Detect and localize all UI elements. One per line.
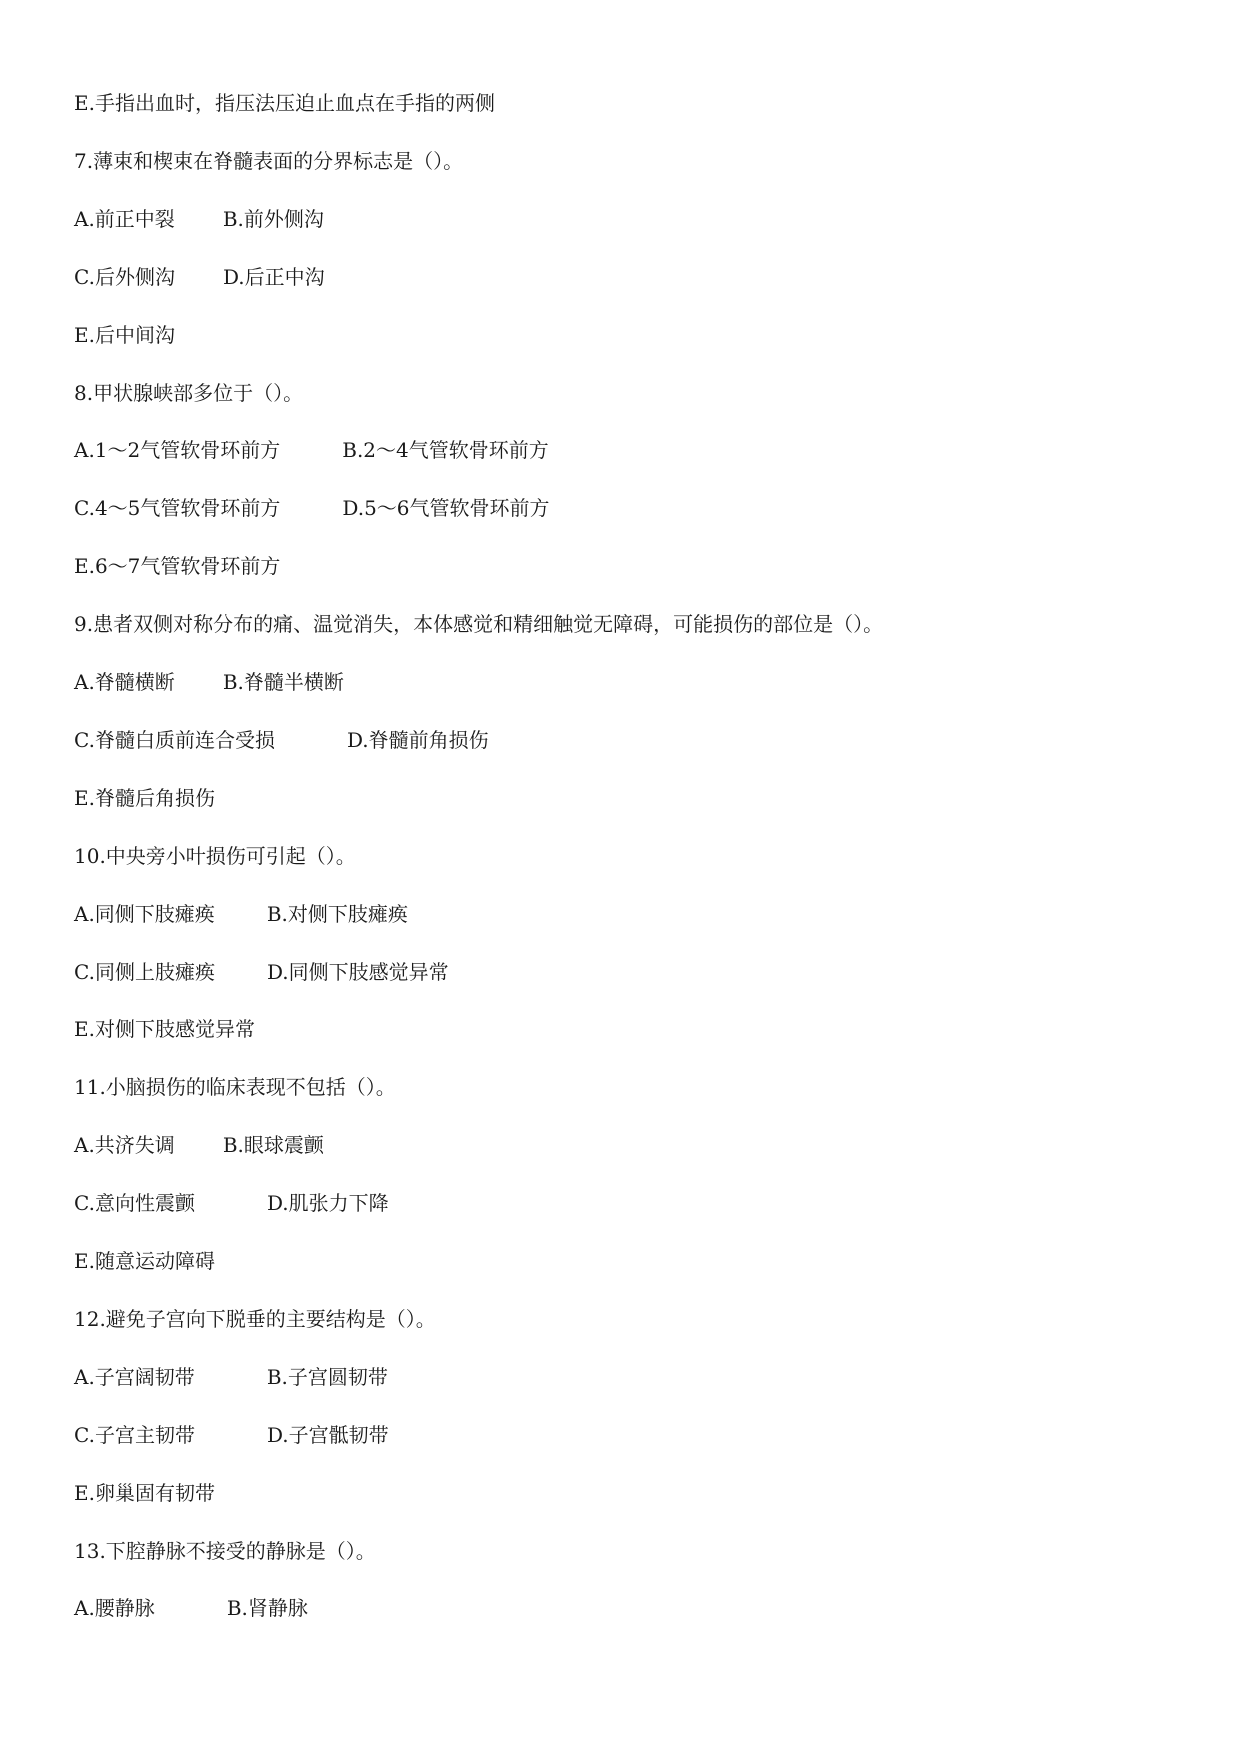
option-row — [74, 901, 408, 927]
text-line: E.卵巢固有韧带 — [74, 1480, 215, 1505]
option-a: A.腰静脉 — [74, 1596, 155, 1621]
option-row — [74, 206, 324, 232]
option-row — [74, 669, 344, 695]
text-line: E.随意运动障碍 — [74, 1249, 215, 1273]
option-row — [74, 959, 449, 985]
option-row — [74, 1132, 324, 1158]
option-b: B.肾静脉 — [226, 1596, 308, 1621]
option-a: A.脊髓横断 — [74, 670, 175, 694]
option-a: C.意向性震颤 — [74, 1191, 195, 1216]
option-a: A.子宫阔韧带 — [74, 1364, 195, 1389]
option-row — [74, 1422, 389, 1448]
text-line: 11.小脑损伤的临床表现不包括（）。 — [74, 1075, 396, 1100]
option-b: D.同侧下肢感觉异常 — [266, 959, 449, 984]
option-a: C.子宫主韧带 — [74, 1422, 195, 1447]
text-line: 7.薄束和楔束在脊髓表面的分界标志是（）。 — [74, 148, 464, 173]
option-row — [74, 495, 550, 521]
option-a: A.1～2气管软骨环前方 — [74, 438, 281, 463]
option-b: D.5～6气管软骨环前方 — [342, 496, 550, 521]
text-line: E.对侧下肢感觉异常 — [74, 1017, 255, 1042]
option-a: C.脊髓白质前连合受损 — [74, 727, 275, 752]
option-b: B.对侧下肢瘫痪 — [266, 901, 408, 926]
text-line: E.6～7气管软骨环前方 — [74, 554, 281, 579]
option-a: A.同侧下肢瘫痪 — [74, 901, 215, 926]
option-b: D.后正中沟 — [222, 264, 325, 289]
option-a: C.同侧上肢瘫痪 — [74, 959, 215, 984]
text-line: 8.甲状腺峡部多位于（）。 — [74, 380, 304, 405]
option-a: C.后外侧沟 — [74, 264, 175, 289]
option-b: D.子宫骶韧带 — [266, 1422, 389, 1447]
option-row — [74, 727, 489, 753]
option-row — [74, 264, 325, 290]
option-row — [74, 1595, 308, 1621]
option-a: C.4～5气管软骨环前方 — [74, 496, 281, 521]
text-line: E.后中间沟 — [74, 322, 175, 347]
option-row — [74, 1190, 389, 1216]
option-a: A.前正中裂 — [74, 206, 175, 231]
text-line: E.手指出血时，指压法压迫止血点在手指的两侧 — [74, 91, 495, 115]
option-b: D.肌张力下降 — [266, 1191, 389, 1216]
option-b: B.2～4气管软骨环前方 — [342, 438, 549, 463]
option-b: B.子宫圆韧带 — [266, 1364, 388, 1389]
text-line: 10.中央旁小叶损伤可引起（）。 — [74, 843, 356, 868]
text-line: E.脊髓后角损伤 — [74, 785, 215, 810]
text-line: 12.避免子宫向下脱垂的主要结构是（）。 — [74, 1306, 436, 1331]
option-b: D.脊髓前角损伤 — [346, 727, 489, 752]
option-b: B.脊髓半横断 — [222, 670, 344, 694]
option-b: B.前外侧沟 — [222, 206, 324, 231]
option-b: B.眼球震颤 — [222, 1133, 324, 1158]
text-line: 13.下腔静脉不接受的静脉是（）。 — [74, 1538, 376, 1563]
option-row — [74, 437, 549, 463]
text-line: 9.患者双侧对称分布的痛、温觉消失，本体感觉和精细触觉无障碍，可能损伤的部位是（）。 — [74, 612, 884, 637]
option-a: A.共济失调 — [74, 1133, 175, 1158]
option-row — [74, 1364, 388, 1390]
